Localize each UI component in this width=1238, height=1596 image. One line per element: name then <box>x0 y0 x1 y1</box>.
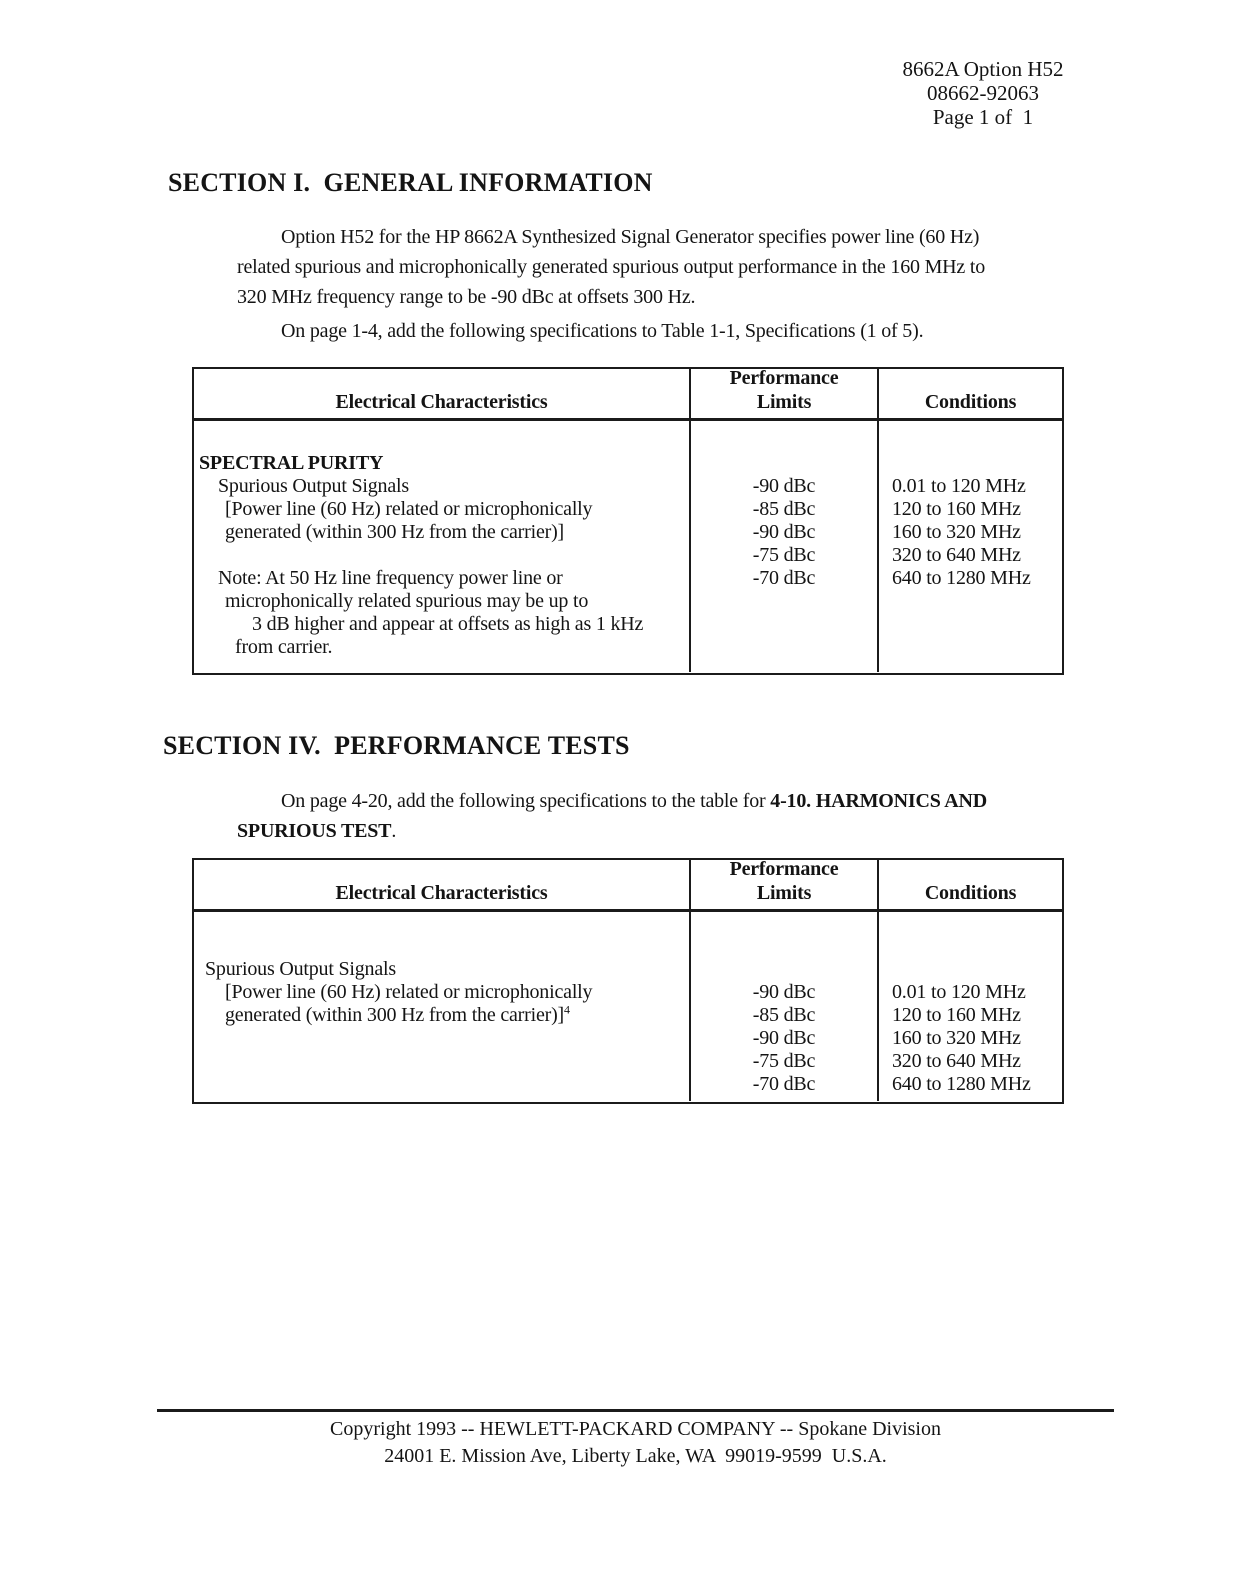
footer-address: 24001 E. Mission Ave, Liberty Lake, WA 99019-9599 U.S.A. <box>384 1445 887 1467</box>
table2-header-conditions: Conditions <box>877 860 1062 909</box>
table2-header-row <box>194 860 1062 912</box>
paragraph-line: On page 1-4, add the following specifications to Table 1-1, Specifications (1 of 5). <box>281 320 924 342</box>
table-characteristic-line <box>194 544 689 567</box>
table-characteristic-line: Note: At 50 Hz line frequency power line or <box>218 567 563 589</box>
table2-body <box>194 912 1062 1101</box>
table-limit-value: -90 dBc <box>752 475 816 497</box>
footer-block <box>157 1416 1114 1470</box>
table-condition-value: 0.01 to 120 MHz <box>892 981 1026 1003</box>
footer-copyright: Copyright 1993 -- HEWLETT-PACKARD COMPANY -- Spokane Division <box>330 1418 941 1440</box>
section1-paragraph2 <box>237 316 923 346</box>
table2-header-electrical-characteristics: Electrical Characteristics <box>335 882 548 904</box>
table-condition-value: 640 to 1280 MHz <box>892 1073 1031 1095</box>
table2-electrical-characteristics-column <box>194 912 689 1101</box>
table-condition-value: 120 to 160 MHz <box>892 498 1021 520</box>
table-characteristic-line: SPECTRAL PURITY <box>199 452 384 474</box>
footnote-superscript: 4 <box>564 1002 570 1017</box>
table-limit-value <box>691 636 877 659</box>
table-limit-value <box>691 452 877 475</box>
table-characteristic-line: [Power line (60 Hz) related or microphonically <box>225 498 593 520</box>
table1-performance-limits-column <box>689 421 877 672</box>
paragraph-line: SPURIOUS TEST. <box>237 820 397 842</box>
specifications-table-1 <box>192 367 1064 675</box>
specifications-table-2 <box>192 858 1064 1104</box>
table1-header-conditions: Conditions <box>877 369 1062 418</box>
table-limit-value: -85 dBc <box>752 1004 816 1026</box>
table-characteristic-line: microphonically related spurious may be up to <box>225 590 589 612</box>
table-characteristic-line: Spurious Output Signals <box>218 475 409 497</box>
table-limit-value: -75 dBc <box>752 1050 816 1072</box>
table-limit-value: -85 dBc <box>752 498 816 520</box>
table-condition-value: 0.01 to 120 MHz <box>892 475 1026 497</box>
table-limit-value <box>691 590 877 613</box>
table-condition-value: 320 to 640 MHz <box>892 1050 1021 1072</box>
table2-conditions-column <box>877 912 1062 1101</box>
table-characteristic-line <box>194 1027 689 1050</box>
table-condition-value <box>879 613 1062 636</box>
section4-title: SECTION IV. PERFORMANCE TESTS <box>163 731 630 760</box>
table-condition-value <box>879 452 1062 475</box>
paragraph-line: On page 4-20, add the following specifications to the table for 4-10. HARMONICS AND <box>281 790 988 812</box>
table-characteristic-line: Spurious Output Signals <box>205 958 396 980</box>
section4-paragraph <box>237 786 987 846</box>
table-condition-value: 120 to 160 MHz <box>892 1004 1021 1026</box>
table-limit-value: -75 dBc <box>752 544 816 566</box>
table1-header-performance-limits: Performance Limits <box>689 369 877 418</box>
table1-header-row <box>194 369 1062 421</box>
table-limit-value: -90 dBc <box>752 521 816 543</box>
section1-title: SECTION I. GENERAL INFORMATION <box>168 168 653 197</box>
table-characteristic-line: 3 dB higher and appear at offsets as high as 1 kHz <box>252 613 644 635</box>
paragraph-line: 320 MHz frequency range to be -90 dBc at offsets 300 Hz. <box>237 286 696 308</box>
table-condition-value: 160 to 320 MHz <box>892 521 1021 543</box>
page-header-block <box>893 57 1073 129</box>
footer-divider-rule <box>157 1409 1114 1412</box>
table-condition-value <box>879 958 1062 981</box>
table1-header-electrical-characteristics: Electrical Characteristics <box>335 391 548 413</box>
paragraph-line: Option H52 for the HP 8662A Synthesized Signal Generator specifies power line (60 Hz) <box>281 226 980 248</box>
table-condition-value: 160 to 320 MHz <box>892 1027 1021 1049</box>
table1-electrical-characteristics-column <box>194 421 689 672</box>
table2-performance-limits-column <box>689 912 877 1101</box>
page-indicator: Page 1 of 1 <box>932 105 1034 129</box>
paragraph-line: related spurious and microphonically generated spurious output performance in the 160 MHz to <box>237 256 986 278</box>
table-characteristic-line: generated (within 300 Hz from the carrier)] <box>225 521 565 543</box>
table1-conditions-column <box>877 421 1062 672</box>
section1-paragraph1 <box>237 222 985 312</box>
table-limit-value: -90 dBc <box>752 981 816 1003</box>
document-number: 08662-92063 <box>927 81 1039 105</box>
table-characteristic-line: [Power line (60 Hz) related or microphonically <box>225 981 593 1003</box>
table-condition-value <box>879 636 1062 659</box>
table-limit-value: -90 dBc <box>752 1027 816 1049</box>
table-condition-value <box>879 590 1062 613</box>
model-number: 8662A Option H52 <box>902 57 1064 81</box>
table-condition-value: 640 to 1280 MHz <box>892 567 1031 589</box>
table1-body <box>194 421 1062 672</box>
table-characteristic-line: from carrier. <box>235 636 333 658</box>
table-limit-value: -70 dBc <box>752 567 816 589</box>
table-characteristic-line: generated (within 300 Hz from the carrier)]$^4$ <box>225 1002 570 1026</box>
table-limit-value <box>691 613 877 636</box>
table-limit-value <box>691 958 877 981</box>
table2-header-performance-limits: Performance Limits <box>689 860 877 909</box>
table-limit-value: -70 dBc <box>752 1073 816 1095</box>
table-characteristic-line <box>194 1050 689 1073</box>
table-characteristic-line <box>194 1073 689 1096</box>
table-condition-value: 320 to 640 MHz <box>892 544 1021 566</box>
